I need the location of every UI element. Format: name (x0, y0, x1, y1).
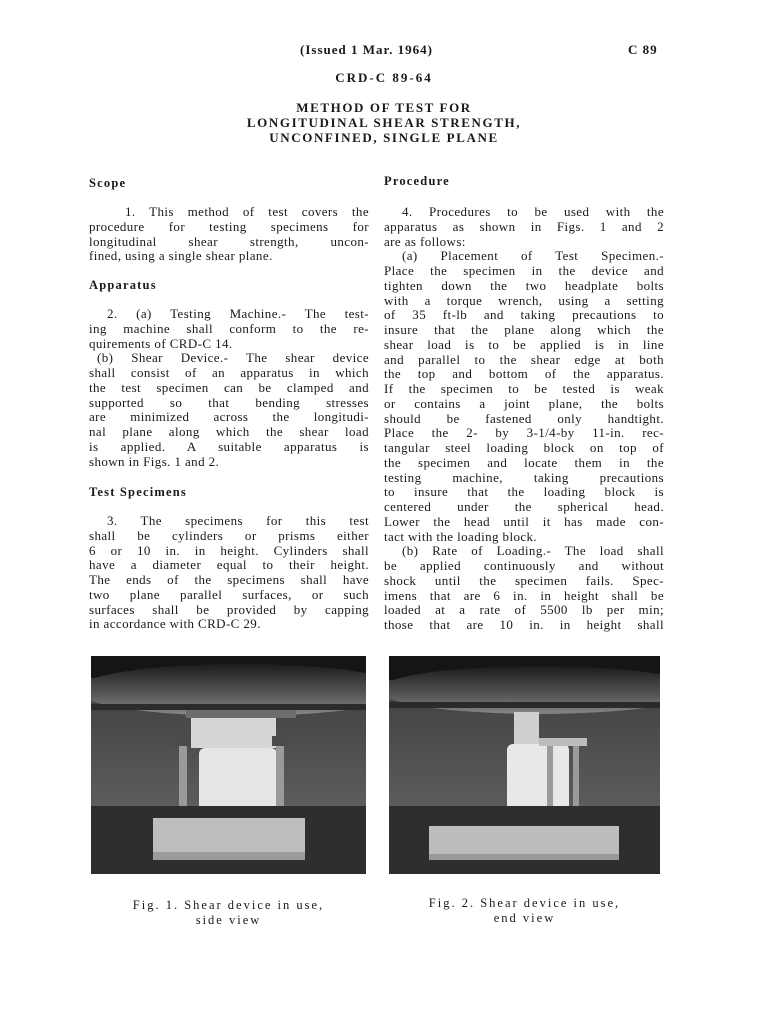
text-line: should be fastened only handtight. (384, 410, 664, 426)
text-line: 6 or 10 in. in height. Cylinders shall (89, 542, 369, 558)
text-line: 2. (a) Testing Machine.- The test- (107, 306, 369, 321)
text-line: have a diameter equal to their height. (89, 557, 369, 573)
scope-paragraph (89, 205, 369, 264)
figure-2-photo (389, 656, 660, 874)
apparatus-heading: Apparatus (89, 278, 157, 292)
text-line: of 35 ft-lb and taking precautions to (384, 307, 664, 323)
caption-line: side view (195, 913, 262, 927)
text-line: The ends of the specimens shall have (89, 572, 369, 587)
shear-device-side-view-image (91, 656, 366, 874)
text-line: are minimized across the longitudi- (89, 409, 369, 425)
document-id: CRD-C 89-64 (335, 70, 433, 85)
text-line: shall be cylinders or prisms either (89, 527, 369, 543)
text-line: with a torque wrench, using a setting (384, 292, 664, 308)
text-line: loaded at a rate of 5500 lb per min; (384, 602, 664, 618)
figure-2-caption (389, 896, 660, 926)
figure-1-photo (91, 656, 366, 874)
caption-line: Fig. 1. Shear device in use, (132, 898, 325, 912)
text-line: imens that are 6 in. in height shall be (384, 587, 664, 603)
text-line: shear load is to be applied is in line (384, 336, 664, 352)
text-line: testing machine, taking precautions (384, 469, 664, 485)
procedure-heading: Procedure (384, 174, 450, 188)
text-line: is applied. A suitable apparatus is (89, 438, 369, 454)
title-line: UNCONFINED, SINGLE PLANE (269, 130, 499, 145)
document-title (0, 100, 768, 145)
text-line: tangular steel loading block on top of (384, 440, 664, 455)
procedure-paragraph (384, 205, 664, 633)
text-line: Place the specimen in the device and (384, 263, 664, 278)
caption-line: Fig. 2. Shear device in use, (428, 896, 621, 910)
text-line: centered under the spherical head. (384, 499, 664, 514)
text-line: shown in Figs. 1 and 2. (89, 453, 220, 469)
text-line: supported so that bending stresses (89, 394, 369, 410)
text-line: or contains a joint plane, the bolts (384, 395, 664, 411)
text-line: and parallel to the shear edge at both (384, 351, 664, 367)
text-line: are as follows: (384, 233, 466, 249)
text-line: two plane parallel surfaces, or such (89, 586, 369, 602)
figure-1-caption (91, 898, 366, 928)
text-line: apparatus as shown in Figs. 1 and 2 (384, 218, 664, 234)
text-line: ing machine shall conform to the re- (89, 320, 369, 336)
test-specimens-heading: Test Specimens (89, 485, 187, 499)
caption-line: end view (493, 911, 556, 925)
text-line: 4. Procedures to be used with the (402, 204, 664, 219)
text-line: shall consist of an apparatus in which (89, 365, 369, 380)
text-line: the top and bottom of the apparatus. (384, 366, 664, 382)
text-line: fined, using a single shear plane. (89, 248, 273, 264)
text-line: 3. The specimens for this test (107, 513, 369, 528)
text-line: insure that the plane along which the (384, 322, 664, 337)
text-line: Place the 2- by 3-1/4-by 11-in. rec- (384, 425, 664, 441)
text-line: the specimen and locate them in the (384, 454, 664, 470)
text-line: the test specimen can be clamped and (89, 379, 369, 395)
specimens-paragraph (89, 514, 369, 632)
text-line: (b) Rate of Loading.- The load shall (402, 543, 664, 559)
text-line: 1. This method of test covers the (125, 204, 369, 219)
text-line: tighten down the two headplate bolts (384, 277, 664, 293)
text-line: (a) Placement of Test Specimen.- (402, 248, 664, 264)
text-line: Lower the head until it has made con- (384, 513, 664, 529)
title-line: METHOD OF TEST FOR (296, 100, 472, 115)
scope-heading: Scope (89, 176, 127, 190)
text-line: surfaces shall be provided by capping (89, 601, 369, 617)
text-line: those that are 10 in. in height shall (384, 617, 664, 632)
text-line: nal plane along which the shear load (89, 424, 369, 439)
text-line: longitudinal shear strength, uncon- (89, 233, 369, 249)
text-line: shock until the specimen fails. Spec- (384, 572, 664, 588)
text-line: quirements of CRD-C 14. (89, 335, 233, 351)
shear-device-end-view-image (389, 656, 660, 874)
text-line: procedure for testing specimens for (89, 218, 369, 234)
text-line: If the specimen to be tested is weak (384, 381, 664, 396)
title-line: LONGITUDINAL SHEAR STRENGTH, (246, 115, 522, 130)
text-line: to insure that the loading block is (384, 484, 664, 500)
text-line: tact with the loading block. (384, 528, 538, 544)
apparatus-paragraph (89, 307, 369, 469)
issued-date: (Issued 1 Mar. 1964) (300, 42, 433, 57)
text-line: (b) Shear Device.- The shear device (97, 350, 369, 366)
text-line: in accordance with CRD-C 29. (89, 616, 261, 632)
page-number: C 89 (628, 42, 658, 57)
text-line: be applied continuously and without (384, 558, 664, 573)
